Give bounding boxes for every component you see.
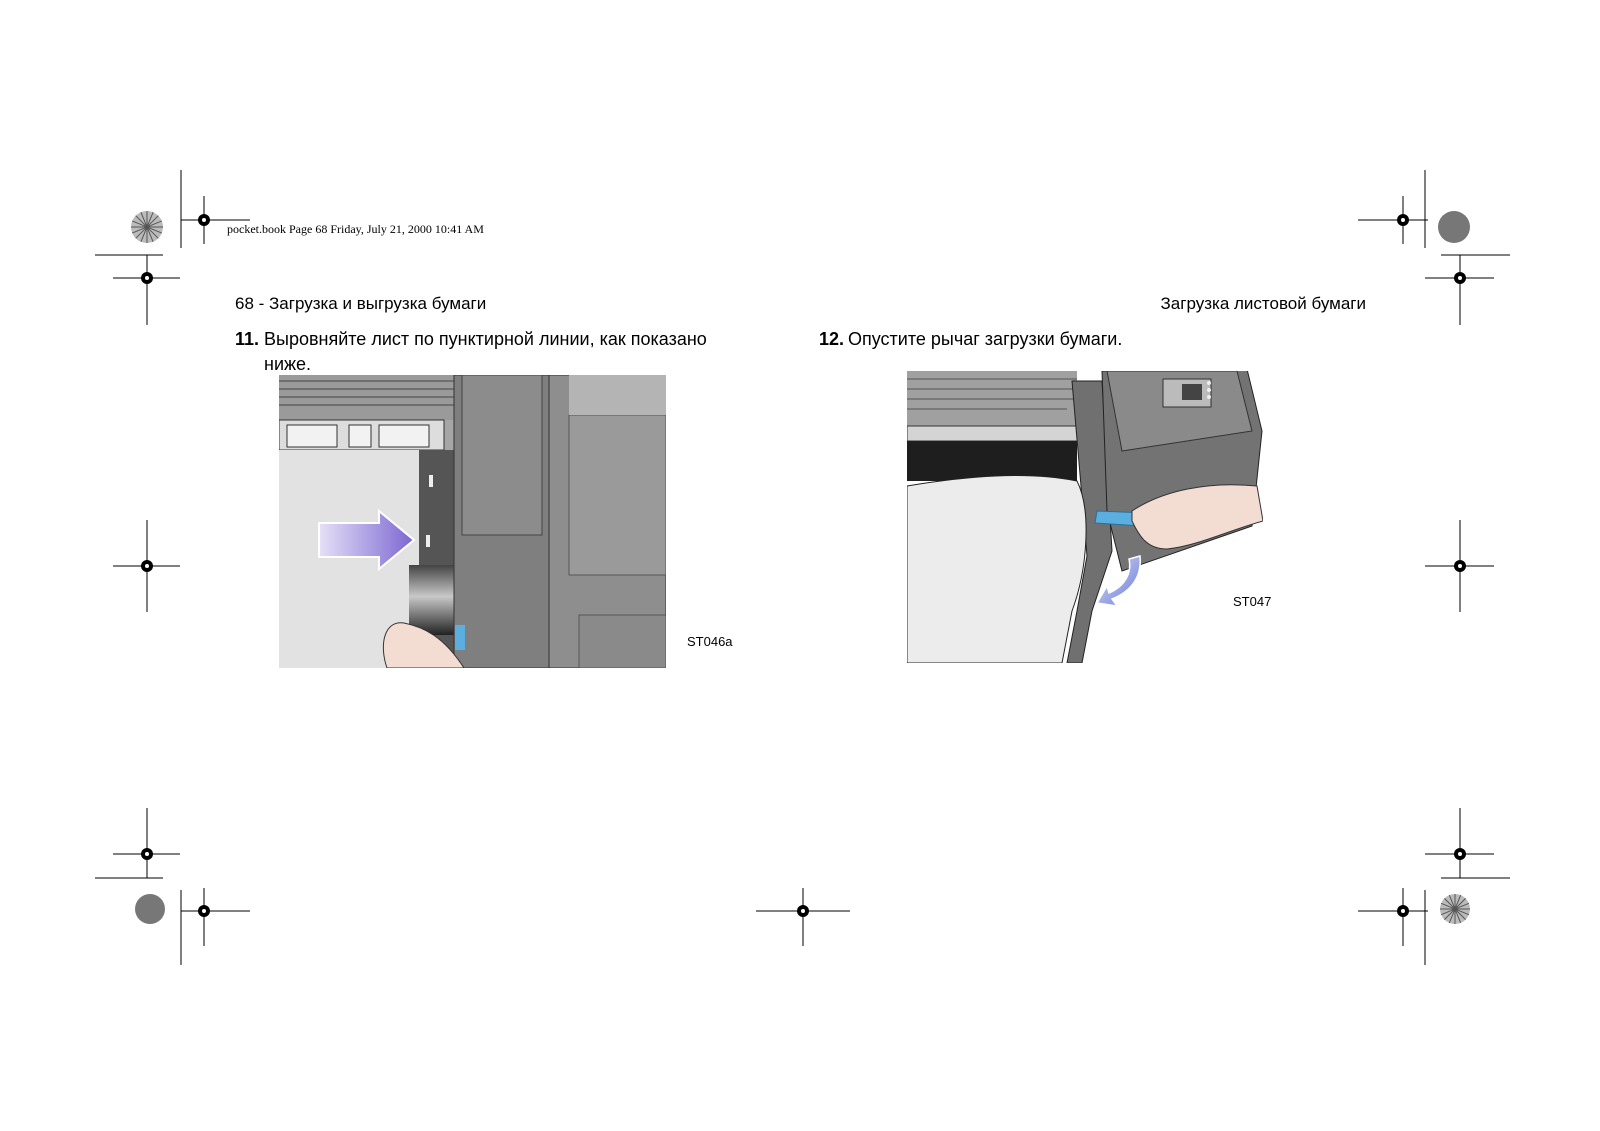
print-slug: pocket.book Page 68 Friday, July 21, 2000 10:41 AM	[227, 222, 484, 236]
step-12	[819, 327, 1379, 352]
step-11	[235, 327, 755, 377]
step-text-line-1: Выровняйте лист по пунктирной линии, как показано	[264, 329, 707, 349]
step-text: Опустите рычаг загрузки бумаги.	[848, 329, 1123, 349]
running-header-left: 68 - Загрузка и выгрузка бумаги	[235, 294, 487, 313]
step-text-line-2: ниже.	[264, 354, 312, 374]
figure-code: ST047	[1233, 594, 1272, 609]
figure-lower-lever	[907, 371, 1263, 663]
figure-align-sheet	[279, 375, 666, 668]
figure-code: ST046a	[687, 634, 733, 649]
running-header-right: Загрузка листовой бумаги	[1160, 294, 1366, 313]
step-number: 11.	[235, 329, 260, 349]
step-number: 12.	[819, 329, 845, 349]
